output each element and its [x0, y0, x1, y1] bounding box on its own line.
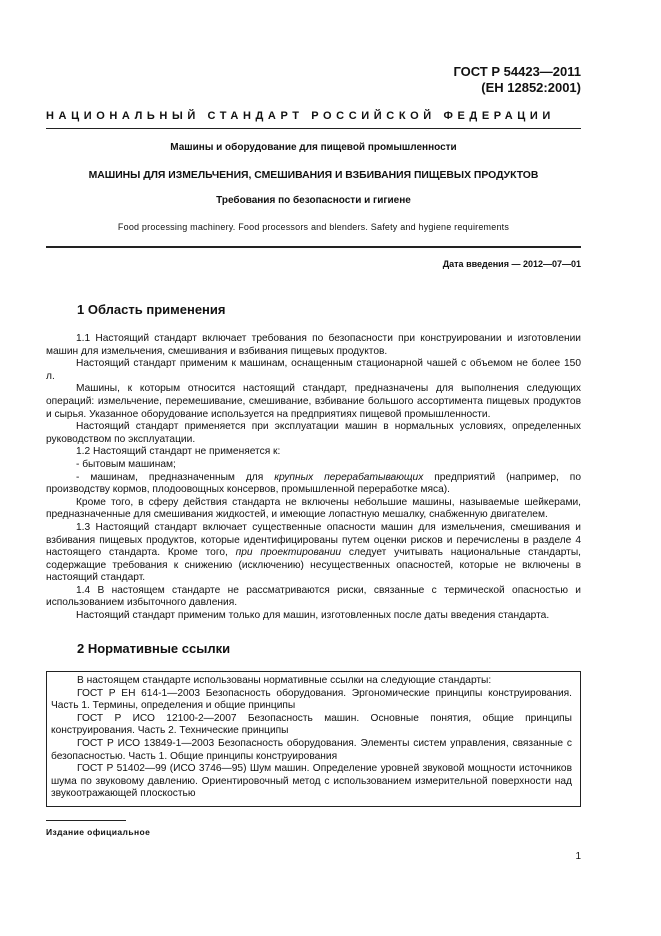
main-title: МАШИНЫ ДЛЯ ИЗМЕЛЬЧЕНИЯ, СМЕШИВАНИЯ И ВЗБИВАНИЯ ПИЩЕВЫХ ПРОДУКТОВ — [88, 170, 539, 181]
list-item: - бытовым машинам; — [76, 458, 176, 470]
list-item: - машинам, предназначенным для крупных перерабатывающих предприятий (например, по производству кормов, плодоовощных консервов, промышленной переработке мяса). — [46, 471, 581, 496]
paragraph: 1.2 Настоящий стандарт не применяется к: — [76, 446, 281, 458]
reference-item: ГОСТ Р ИСО 12100-2—2007 Безопасность машин. Основные понятия, общие принципы конструирования. Часть 2. Технические принципы — [51, 712, 572, 737]
paragraph: 1.1 Настоящий стандарт включает требования по безопасности при конструировании и изготовлении машин для измельчения, смешивания и взбивания пищевых продуктов. — [46, 333, 581, 357]
paragraph: Кроме того, в сферу действия стандарта не включены небольшие машины, называемые шейкерами, предназначенные для смешивания жидкостей, и имеющие лопастную мешалку, снабженную двигателем. — [46, 496, 581, 521]
paragraph: Настоящий стандарт применим к машинам, оснащенным стационарной чашей с объемом не более 150 л. — [46, 358, 581, 382]
subtitle: Требования по безопасности и гигиене — [216, 195, 411, 206]
normative-references-box — [46, 671, 581, 807]
effective-date: Дата введения — 2012—07—01 — [442, 259, 581, 269]
section-1-heading: 1 Область применения — [77, 302, 226, 317]
header-divider — [46, 128, 581, 129]
paragraph: Настоящий стандарт применим только для машин, изготовленных после даты введения стандарта. — [76, 610, 550, 622]
edition-note: Издание официальное — [46, 827, 151, 837]
english-title: Food processing machinery. Food processors and blenders. Safety and hygiene requirements — [117, 222, 510, 232]
section-2-heading: 2 Нормативные ссылки — [77, 641, 231, 656]
reference-item: ГОСТ Р ЕН 614-1—2003 Безопасность оборудования. Эргономические принципы конструирования. Часть 1. Термины, определения и общие принципы — [51, 687, 572, 712]
reference-item: ГОСТ Р 51402—99 (ИСО 3746—95) Шум машин. Определение уровней звуковой мощности источников шума по звуковому давлению. Ориентировочный метод с использованием измерительной поверхности над звукоотражающей плоскостью — [51, 763, 572, 800]
reference-item: ГОСТ Р ИСО 13849-1—2003 Безопасность оборудования. Элементы систем управления, связанные с безопасностью. Часть 1. Общие принципы конструирования — [51, 737, 572, 762]
title-divider — [46, 246, 581, 248]
paragraph: Машины, к которым относится настоящий стандарт, предназначены для выполнения следующих операций: измельчение, перемешивание, смешивание, взбивание большого ассортимента пищевых продуктов и сырья. Указанное оборудование используется на предприятиях пищевой промышленности. — [46, 383, 581, 420]
paragraph: 1.3 Настоящий стандарт включает существенные опасности машин для измельчения, смешивания и взбивания пищевых продуктов, которые идентифицированы путем оценки рисков и перечислены в разделе 4 настоящего стандарта. Кроме того, при проектировании следует учитывать национальные стандарты, содержащие требования к снижению (исключению) несущественных опасностей, которые не включены в настоящий стандарт. — [46, 521, 581, 584]
section-1-body — [46, 333, 581, 623]
standard-en-number: (ЕН 12852:2001) — [481, 80, 581, 95]
standard-code — [453, 64, 581, 96]
paragraph: 1.4 В настоящем стандарте не рассматриваются риски, связанные с термической опасностью и использованием избыточного давления. — [46, 584, 581, 609]
references-intro: В настоящем стандарте использованы нормативные ссылки на следующие стандарты: — [77, 675, 492, 686]
footer-divider — [46, 820, 126, 821]
category-title: Машины и оборудование для пищевой промышленности — [170, 142, 457, 153]
paragraph: Настоящий стандарт применяется при эксплуатации машин в нормальных условиях, определенных руководством по эксплуатации. — [46, 421, 581, 445]
page-number: 1 — [575, 851, 581, 862]
standard-number: ГОСТ Р 54423—2011 — [453, 64, 581, 79]
national-standard-banner: НАЦИОНАЛЬНЫЙ СТАНДАРТ РОССИЙСКОЙ ФЕДЕРАЦИИ — [46, 110, 555, 122]
